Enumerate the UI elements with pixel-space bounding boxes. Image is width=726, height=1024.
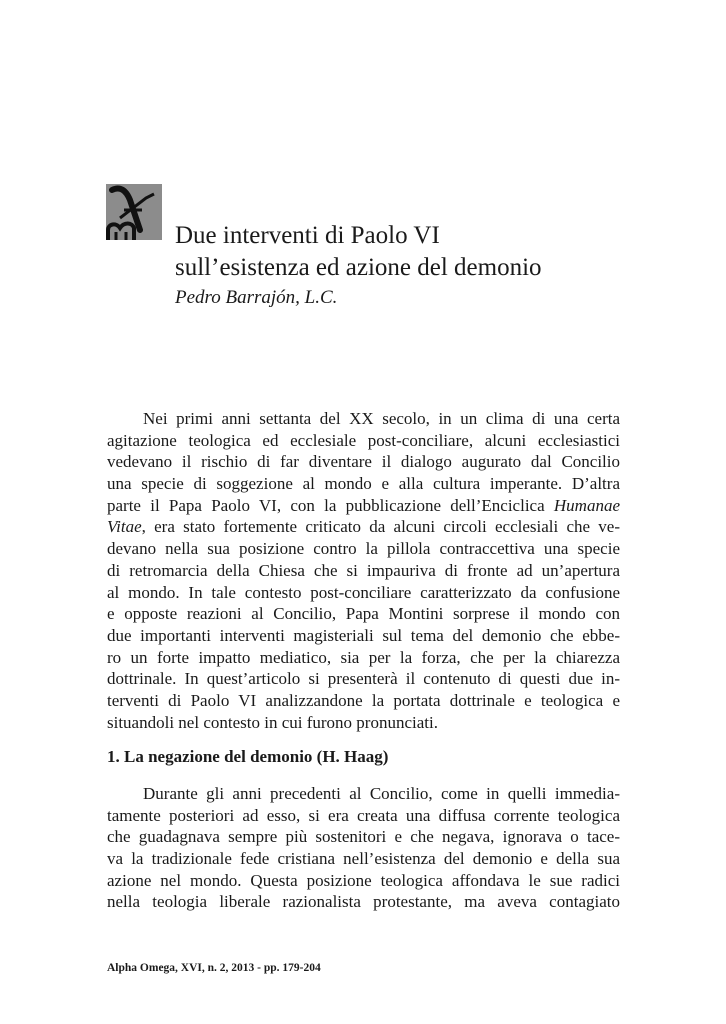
journal-citation: Alpha Omega, XVI, n. 2, 2013 - pp. 179-204 xyxy=(107,962,321,974)
article-title-line-2: sull’esistenza ed azione del demonio xyxy=(175,254,542,281)
article-title-line-1: Due interventi di Paolo VI xyxy=(175,222,440,249)
paragraph-line: che guadagnava sempre più sostenitori e che negava, ignorava o tace- xyxy=(107,827,620,847)
section-paragraph xyxy=(107,783,620,913)
alpha-omega-logo-icon xyxy=(106,184,162,240)
paragraph-line: agitazione teologica ed ecclesiale post-conciliare, alcuni ecclesiastici xyxy=(107,430,620,450)
paragraph-line: terventi di Paolo VI analizzandone la portata dottrinale e teologica e xyxy=(107,690,620,710)
article-author: Pedro Barrajón, L.C. xyxy=(175,287,338,308)
paragraph-line: e opposte reazioni al Concilio, Papa Montini sorprese il mondo con xyxy=(107,604,620,624)
paragraph-line: azione nel mondo. Questa posizione teologica affondava le sue radici xyxy=(107,870,620,890)
paragraph-line: nella teologia liberale razionalista protestante, ma aveva contagiato xyxy=(107,892,620,912)
encyclical-title-part-1: Humanae xyxy=(553,495,621,515)
paragraph-line: vedevano il rischio di far diventare il dialogo augurato dal Concilio xyxy=(107,452,620,472)
paragraph-line: va la tradizionale fede cristiana nell’esistenza del demonio e della sua xyxy=(107,849,620,869)
paragraph-line xyxy=(107,516,620,538)
paragraph-line: Nei primi anni settanta del XX secolo, in un clima di una certa xyxy=(143,409,620,428)
encyclical-title-part-2: Vitae xyxy=(107,517,142,537)
paragraph-line xyxy=(107,495,620,517)
paragraph-line: dottrinale. In quest’articolo si presenterà il contenuto di questi due in- xyxy=(107,669,620,689)
paragraph-line: al mondo. In tale contesto post-conciliare caratterizzato da confusione xyxy=(107,582,620,602)
article-title xyxy=(175,220,542,284)
paragraph-text: , era stato fortemente criticato da alcuni circoli ecclesiali che ve- xyxy=(141,517,620,537)
paragraph-line: ro un forte impatto mediatico, sia per la forza, che per la chiarezza xyxy=(107,647,620,667)
paragraph-line: Durante gli anni precedenti al Concilio, come in quelli immedia- xyxy=(143,784,620,803)
paragraph-line: due importanti interventi magisteriali sul tema del demonio che ebbe- xyxy=(107,625,620,645)
paragraph-line: situandoli nel contesto in cui furono pronunciati. xyxy=(107,712,438,732)
intro-paragraph xyxy=(107,408,620,733)
section-heading: 1. La negazione del demonio (H. Haag) xyxy=(107,747,389,766)
paragraph-text: parte il Papa Paolo VI, con la pubblicazione dell’Enciclica xyxy=(107,495,545,515)
paragraph-line: una specie di soggezione al mondo e alla cultura imperante. D’altra xyxy=(107,474,620,494)
paragraph-line: di retromarcia della Chiesa che si impauriva di fronte ad un’apertura xyxy=(107,560,620,580)
paragraph-line: tamente posteriori ad esso, si era creata una diffusa corrente teologica xyxy=(107,805,620,825)
paragraph-line: devano nella sua posizione contro la pillola contraccettiva una specie xyxy=(107,539,620,559)
